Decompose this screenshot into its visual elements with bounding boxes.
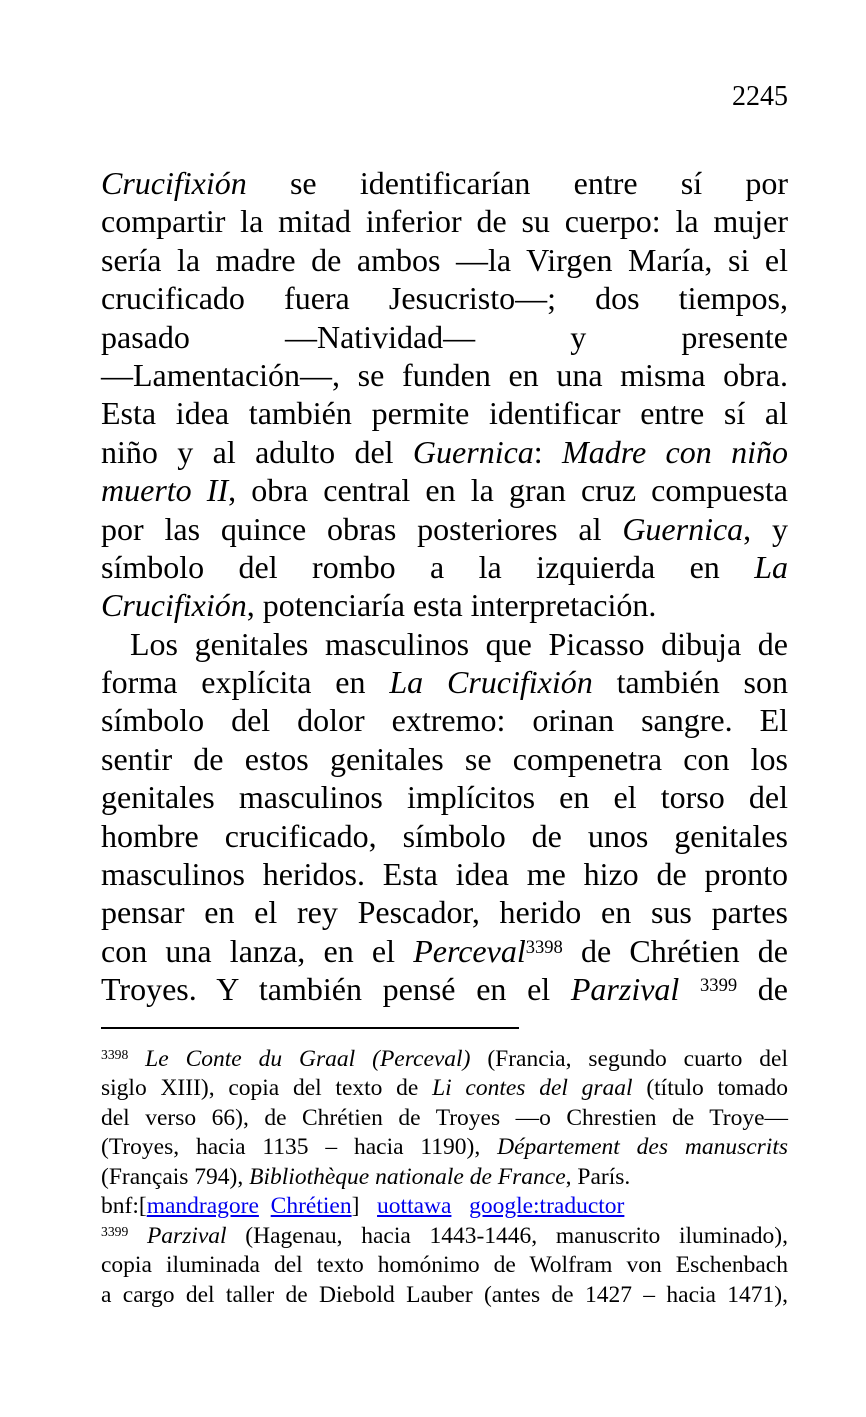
footnote-line	[101, 1133, 788, 1163]
italic-text: Parzival	[146, 1222, 227, 1249]
text-run: hombre crucificado, símbolo de unos genitales	[101, 817, 788, 854]
body-text-line	[101, 241, 788, 279]
text-run: siglo XIII), copia del texto de	[101, 1075, 433, 1102]
text-run: copia iluminada del texto homónimo de Wolfram von Eschenbach	[101, 1252, 788, 1279]
text-run: de	[737, 971, 789, 1008]
link-mandragore[interactable]: mandragore	[146, 1193, 259, 1220]
text-run: genitales masculinos implícitos en el torso del	[101, 779, 788, 816]
text-run: niño y al adulto del	[101, 433, 413, 470]
text-run: ]	[351, 1193, 378, 1220]
footnote-line	[101, 1251, 788, 1281]
text-run: —Lamentación—, se funden en una misma obra.	[101, 356, 788, 393]
footnote-separator	[101, 1027, 519, 1029]
text-run: compartir la mitad inferior de su cuerpo: la mujer	[101, 203, 788, 240]
body-text-line	[101, 318, 788, 356]
text-run: también son	[592, 664, 789, 701]
italic-text: Crucifixión	[101, 587, 247, 624]
text-run: del verso 66), de Chrétien de Troyes —o Chrestien de Troye—	[101, 1104, 788, 1131]
body-text-line	[101, 970, 788, 1008]
text-run: Los genitales masculinos que Picasso dibuja de	[130, 625, 788, 662]
italic-text: Guernica	[622, 510, 744, 547]
text-run: (Hagenau, hacia 1443-1446, manuscrito iluminado),	[226, 1222, 788, 1249]
text-run: de Chrétien de	[562, 932, 789, 969]
body-text-line	[101, 202, 788, 240]
text-run	[451, 1193, 469, 1219]
italic-text: Parzival	[570, 971, 680, 1008]
text-run: sentir de estos genitales se compenetra con los	[101, 740, 788, 777]
italic-text: Madre con niño	[562, 433, 789, 470]
text-run	[259, 1193, 271, 1219]
text-run: pasado —Natividad— y presente	[101, 318, 788, 355]
footnote-line	[101, 1074, 788, 1104]
page-number: 2245	[732, 81, 788, 112]
text-run: forma explícita en	[101, 664, 390, 701]
link-google-traductor[interactable]: google:traductor	[469, 1193, 625, 1220]
body-text-line	[101, 279, 788, 317]
footnote-ref: 3399	[101, 1224, 129, 1240]
text-run: crucificado fuera Jesucristo—; dos tiempos,	[101, 280, 788, 317]
italic-text: Crucifixión	[101, 165, 247, 201]
body-text-line	[101, 701, 788, 739]
text-run: :	[533, 433, 563, 470]
italic-text: Li contes del graal	[432, 1075, 633, 1102]
footnote-line	[101, 1192, 788, 1222]
text-run: se identificarían entre sí por	[246, 165, 788, 201]
body-text-line	[101, 433, 788, 471]
text-run: masculinos heridos. Esta idea me hizo de pronto	[101, 856, 788, 893]
text-run: , obra central en la gran cruz compuesta	[228, 472, 789, 509]
footnote-ref: 3399	[700, 975, 738, 997]
footnote-line	[101, 1163, 788, 1193]
link-chretien[interactable]: Chrétien	[270, 1193, 352, 1220]
body-text-line	[101, 855, 788, 893]
text-run: (título tomado	[632, 1075, 788, 1102]
body-text-line	[101, 778, 788, 816]
text-run: (Français 794),	[101, 1163, 250, 1190]
footnote-ref: 3398	[101, 1047, 129, 1063]
body-text-line	[101, 932, 788, 970]
text-run: Troyes. Y también pensé en el	[101, 971, 571, 1008]
body-text	[101, 164, 788, 1009]
text-run: sería la madre de ambos —la Virgen María, si el	[101, 241, 788, 278]
text-run: (Francia, segundo cuarto del	[470, 1045, 788, 1072]
text-run: a cargo del taller de Diebold Lauber (antes de 1427 – hacia 1471),	[101, 1281, 788, 1308]
text-run: con una lanza, en el	[101, 932, 414, 969]
text-run	[679, 971, 700, 1007]
link-uottawa[interactable]: uottawa	[377, 1193, 452, 1220]
italic-text: Perceval	[413, 932, 526, 969]
body-text-line	[101, 510, 788, 548]
text-run: , potenciaría esta interpretación.	[246, 587, 657, 624]
body-text-line	[101, 817, 788, 855]
body-text-line	[101, 586, 788, 624]
italic-text: La Crucifixión	[389, 664, 593, 701]
text-run: por las quince obras posteriores al	[101, 510, 623, 547]
italic-text: Bibliothèque nationale de France	[249, 1163, 566, 1190]
body-text-line	[101, 893, 788, 931]
footnote-line	[101, 1222, 788, 1252]
footnote-ref: 3398	[525, 936, 563, 958]
text-run: , París.	[565, 1163, 631, 1190]
text-run: símbolo del dolor extremo: orinan sangre. El	[101, 702, 788, 739]
text-run	[128, 1223, 147, 1249]
body-text-line	[101, 394, 788, 432]
italic-text: muerto II	[101, 472, 229, 509]
text-run: Esta idea también permite identificar entre sí al	[101, 395, 788, 432]
body-text-line	[101, 164, 788, 202]
text-run: símbolo del rombo a la izquierda en	[101, 548, 755, 585]
text-run: pensar en el rey Pescador, herido en sus partes	[101, 894, 788, 931]
text-run	[128, 1046, 145, 1072]
body-text-line	[101, 548, 788, 586]
italic-text: Département des manuscrits	[497, 1134, 788, 1161]
italic-text: Le Conte du Graal (Perceval)	[145, 1045, 471, 1072]
text-run: (Troyes, hacia 1135 – hacia 1190),	[101, 1134, 498, 1161]
text-run: , y	[743, 510, 789, 547]
footnote-line	[101, 1281, 788, 1311]
italic-text: La	[754, 548, 788, 585]
text-run: bnf:[	[101, 1193, 147, 1220]
footnotes	[101, 1045, 788, 1311]
body-text-line	[101, 471, 788, 509]
body-text-line	[101, 625, 788, 663]
italic-text: Guernica	[412, 433, 534, 470]
body-text-line	[101, 740, 788, 778]
footnote-line	[101, 1104, 788, 1134]
body-text-line	[101, 356, 788, 394]
body-text-line	[101, 663, 788, 701]
footnote-line	[101, 1045, 788, 1075]
